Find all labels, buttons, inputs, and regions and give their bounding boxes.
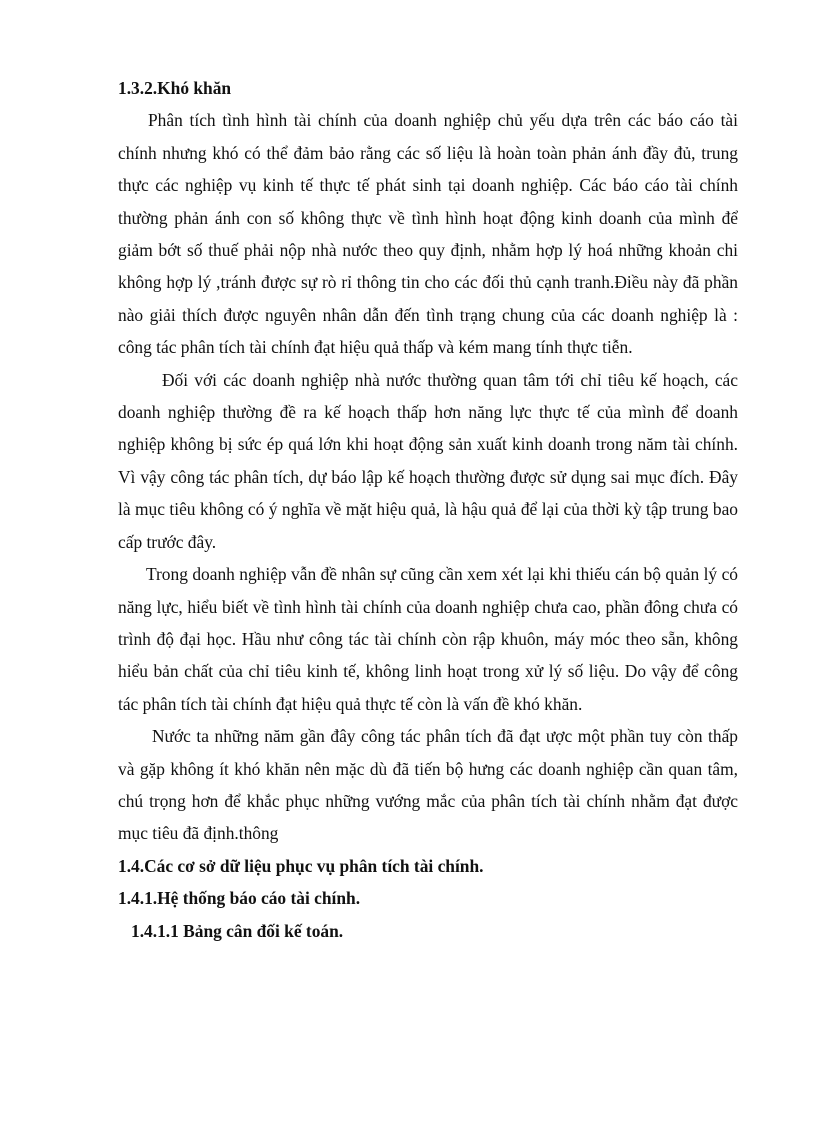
paragraph-3: Trong doanh nghiệp vẫn đề nhân sự cũng cần xem xét lại khi thiếu cán bộ quản lý có năng lực, hiểu biết về tình hình tài chính của doanh nghiệp chưa cao, phần đông chưa có trình độ đại học. Hầu như công tác tài chính còn rập khuôn, máy móc theo sẵn, không hiểu bản chất của chỉ tiêu kinh tế, không linh hoạt trong xử lý số liệu. Do vậy để công tác phân tích tài chính đạt hiệu quả thực tế còn là vấn đề khó khăn. bbox=[118, 564, 738, 714]
section-heading-1-4-1-1: 1.4.1.1 Bảng cân đối kế toán. bbox=[131, 920, 344, 941]
section-heading-1-4: 1.4.Các cơ sở dữ liệu phục vụ phân tích tài chính. bbox=[118, 855, 484, 876]
paragraph-2: Đối với các doanh nghiệp nhà nước thường quan tâm tới chỉ tiêu kế hoạch, các doanh nghiệp thường đề ra kế hoạch thấp hơn năng lực thực tế của mình để doanh nghiệp không bị sức ép quá lớn khi hoạt động sản xuất kinh doanh trong năm tài chính. Vì vậy công tác phân tích, dự báo lập kế hoạch thường được sử dụng sai mục đích. Đây là mục tiêu không có ý nghĩa về mặt hiệu quả, là hậu quả để lại của thời kỳ tập trung bao cấp trước đây. bbox=[118, 369, 738, 552]
paragraph-1: Phân tích tình hình tài chính của doanh nghiệp chủ yếu dựa trên các báo cáo tài chính nhưng khó có thể đảm bảo rằng các số liệu là hoàn toàn phản ánh đầy đủ, trung thực các nghiệp vụ kinh tế thực tế phát sinh tại doanh nghiệp. Các báo cáo tài chính thường phản ánh con số không thực về tình hình hoạt động kinh doanh của mình để giảm bớt số thuế phải nộp nhà nước theo quy định, nhằm hợp lý hoá những khoản chi không hợp lý ,tránh được sự rò rỉ thông tin cho các đối thủ cạnh tranh.Điều này đã phần nào giải thích được nguyên nhân dẫn đến tình trạng chung của các doanh nghiệp là : công tác phân tích tài chính đạt hiệu quả thấp và kém mang tính thực tiễn. bbox=[118, 110, 738, 358]
paragraph-4: Nước ta những năm gần đây công tác phân tích đã đạt ược một phần tuy còn thấp và gặp không ít khó khăn nên mặc dù đã tiến bộ hưng các doanh nghiệp cần quan tâm, chú trọng hơn để khắc phục những vướng mắc của phân tích tài chính nhằm đạt được mục tiêu đã định.thông bbox=[118, 726, 738, 844]
section-heading-1-4-1: 1.4.1.Hệ thống báo cáo tài chính. bbox=[118, 888, 361, 909]
document-page bbox=[118, 72, 738, 947]
section-heading-1-3-2: 1.3.2.Khó khăn bbox=[118, 78, 232, 98]
